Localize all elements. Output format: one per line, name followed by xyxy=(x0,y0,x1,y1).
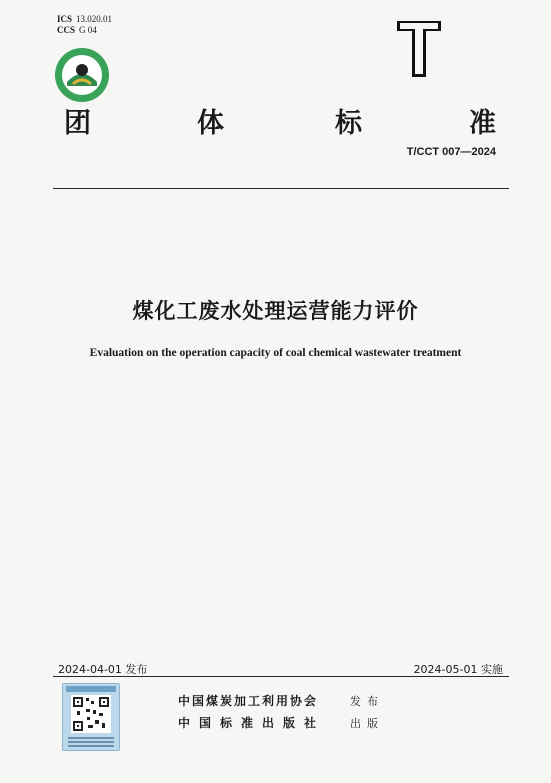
standard-type-char: 标 xyxy=(335,108,362,139)
qr-code-icon xyxy=(71,695,111,733)
standard-type-heading xyxy=(64,101,504,137)
implement-date: 2024-05-01 实施 xyxy=(413,663,503,676)
title-chinese: 煤化工废水处理运营能力评价 xyxy=(132,299,419,323)
standard-number: T/CCT 007—2024 xyxy=(406,146,496,158)
publisher-action: 发布 xyxy=(350,695,384,708)
standard-type-char: 团 xyxy=(64,108,91,139)
issue-date: 2024-04-01 发布 xyxy=(58,663,148,676)
bottom-divider xyxy=(53,676,509,677)
ccs-label: CCS xyxy=(57,25,76,35)
standard-type-letter-icon xyxy=(395,18,443,80)
classification-codes xyxy=(57,14,112,36)
standard-type-char: 准 xyxy=(469,108,496,139)
ics-value: 13.020.01 xyxy=(76,14,113,24)
publisher-name: 中国煤炭加工利用协会 xyxy=(178,694,319,708)
top-divider xyxy=(53,188,509,189)
ics-label: ICS xyxy=(57,14,73,24)
publisher-name: 中国标准出版社 xyxy=(178,716,326,730)
title-english: Evaluation on the operation capacity of coal chemical wastewater treatment xyxy=(89,347,462,359)
ccs-value: G 04 xyxy=(79,25,97,35)
association-seal-icon xyxy=(53,46,111,104)
publisher-action: 出版 xyxy=(350,717,384,730)
verification-sticker xyxy=(62,683,120,751)
standard-type-char: 体 xyxy=(197,108,224,139)
